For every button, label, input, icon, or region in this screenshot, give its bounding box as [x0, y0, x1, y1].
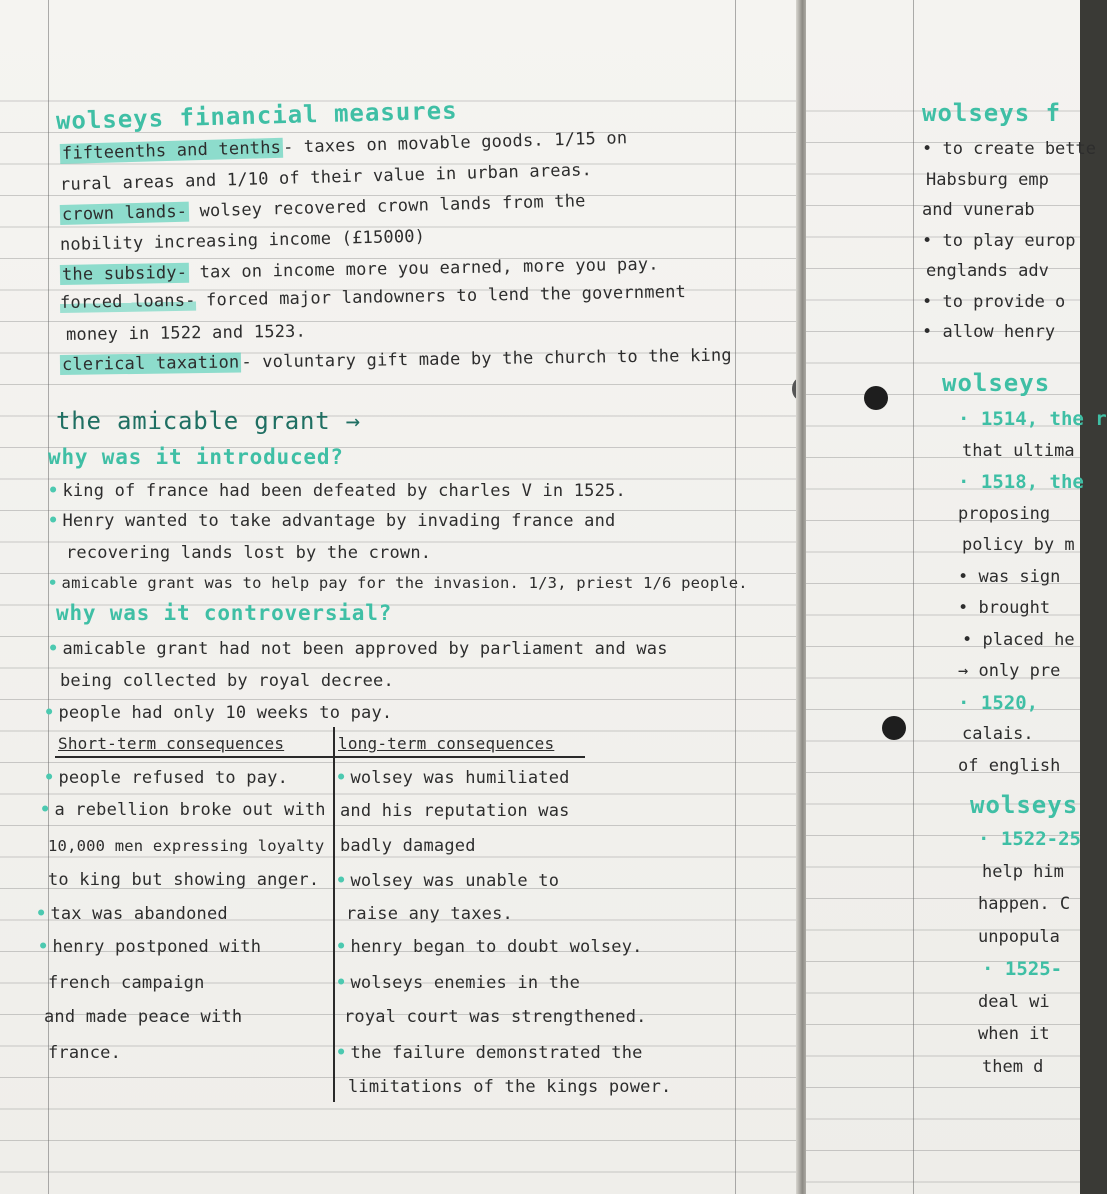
highlighted-term: crown lands- [61, 201, 188, 225]
bullet-dot-icon: • [336, 768, 347, 788]
right-page-line: proposing [958, 503, 1051, 524]
table-cell-line [336, 870, 559, 892]
note-line [66, 542, 431, 564]
note-text: and made peace with [44, 1007, 243, 1027]
note-text: wolsey was humiliated [350, 768, 570, 788]
note-text: money in 1522 and 1523. [65, 321, 307, 345]
table-column-divider [333, 727, 335, 1102]
note-text: nobility increasing income (£15000) [59, 226, 426, 255]
note-text: royal court was strengthened. [344, 1007, 647, 1027]
table-header-divider [55, 756, 585, 758]
note-line [60, 281, 686, 314]
table-cell-line [40, 799, 326, 821]
note-text: to king but showing anger. [48, 870, 320, 890]
note-text: tax was abandoned [50, 904, 228, 924]
right-page-line: that ultima [962, 440, 1075, 461]
table-cell-line [48, 869, 319, 891]
table-cell-line [340, 800, 570, 822]
note-line [44, 702, 392, 724]
note-text: raise any taxes. [346, 904, 513, 924]
note-line [60, 190, 586, 226]
right-page-line: happen. C [978, 894, 1071, 914]
note-line [48, 572, 748, 594]
note-text: france. [48, 1043, 122, 1063]
note-text: rural areas and 1/10 of their value in urban areas. [59, 160, 593, 195]
table-cell-line [348, 1076, 671, 1098]
punch-hole-bottom-right [882, 716, 906, 740]
bullet-dot-icon: • [44, 768, 55, 788]
note-line [60, 127, 628, 165]
bullet-dot-icon: • [48, 511, 59, 531]
note-text: henry postponed with [52, 937, 262, 957]
table-cell-line [48, 1042, 121, 1064]
note-text: being collected by royal decree. [60, 671, 394, 691]
right-page-line: · 1514, the r [958, 408, 1107, 430]
note-line [66, 321, 306, 346]
note-line [60, 254, 659, 286]
note-text: wolseys enemies in the [350, 973, 581, 993]
note-line [60, 345, 732, 376]
right-page-line: • to provide o [922, 291, 1066, 312]
right-page-line: → only pre [958, 661, 1061, 681]
bullet-dot-icon: • [48, 639, 59, 659]
note-text: amicable grant was to help pay for the invasion. 1/3, priest 1/6 people. [61, 574, 748, 592]
right-page-line: of english [958, 755, 1061, 776]
right-page-line: when it [978, 1024, 1050, 1044]
note-text: 10,000 men expressing loyalty [48, 837, 325, 855]
note-text: - voluntary gift made by the church to the king [241, 345, 732, 373]
bullet-dot-icon: • [48, 481, 59, 501]
table-cell-line [48, 972, 205, 994]
table-header-long-term: long-term consequences [338, 734, 555, 753]
subheading-why-introduced: why was it introduced? [48, 445, 344, 469]
note-text: people refused to pay. [58, 768, 289, 788]
right-page-line: unpopula [978, 926, 1060, 947]
bullet-dot-icon: • [36, 904, 47, 924]
note-line [60, 159, 593, 196]
note-text: the failure demonstrated the [350, 1043, 643, 1063]
bullet-dot-icon: • [336, 871, 347, 891]
right-margin-line [735, 0, 736, 1194]
note-text: badly damaged [340, 836, 476, 856]
right-page-line: them d [982, 1056, 1044, 1077]
note-line [60, 670, 394, 692]
note-text: limitations of the kings power. [348, 1077, 672, 1097]
bullet-dot-icon: • [336, 937, 347, 957]
right-heading-1: wolseys f [922, 99, 1062, 127]
right-page-line: · 1522-25 [978, 828, 1081, 850]
right-page-margin-line [913, 0, 914, 1194]
table-cell-line [38, 936, 261, 958]
note-line [60, 226, 426, 256]
right-page-line: • placed he [962, 629, 1075, 650]
note-line [48, 638, 668, 660]
note-line [48, 510, 616, 532]
table-cell-line [48, 835, 324, 857]
note-text: french campaign [48, 973, 205, 993]
table-cell-line [340, 835, 476, 857]
note-text: forced major landowners to lend the government [195, 282, 687, 311]
right-page-line: deal wi [978, 991, 1050, 1012]
right-page-line: Habsburg emp [926, 169, 1049, 190]
note-text: king of france had been defeated by charles V in 1525. [62, 481, 626, 501]
table-header-short-term: Short-term consequences [58, 734, 285, 753]
highlighted-term: fifteenths and tenths [61, 137, 282, 164]
note-text: recovering lands lost by the crown. [66, 543, 432, 563]
right-page-line: and vunerab [922, 200, 1035, 220]
table-cell-line [346, 903, 513, 925]
note-text: wolsey recovered crown lands from the [188, 191, 586, 222]
note-text: a rebellion broke out with [54, 800, 326, 820]
bullet-dot-icon: • [336, 973, 347, 993]
bullet-dot-icon: • [48, 574, 58, 592]
bullet-dot-icon: • [44, 703, 55, 723]
right-page-line: englands adv [926, 261, 1049, 281]
punch-hole-top-right [864, 386, 888, 410]
table-cell-line [336, 767, 570, 789]
right-page-line: • to play europ [922, 230, 1076, 251]
highlighted-term: forced loans- [59, 290, 196, 313]
table-cell-line [36, 903, 228, 925]
bullet-dot-icon: • [336, 1043, 347, 1063]
note-text: wolsey was unable to [350, 871, 560, 891]
right-page-line: calais. [962, 724, 1034, 744]
note-text: and his reputation was [340, 801, 570, 821]
table-cell-line [44, 767, 288, 789]
note-text: Henry wanted to take advantage by invading france and [62, 511, 616, 531]
right-page-line: • to create bette [922, 139, 1096, 159]
section-heading-financial-measures: wolseys financial measures [55, 96, 458, 135]
section-heading-amicable-grant: the amicable grant → [56, 407, 361, 435]
table-cell-line [336, 936, 643, 958]
right-page-line: · 1520, [958, 691, 1039, 714]
right-page-line: • allow henry [922, 322, 1056, 342]
right-page-line: · 1518, the [958, 471, 1084, 493]
bullet-dot-icon: • [38, 937, 49, 957]
note-text: people had only 10 weeks to pay. [58, 703, 393, 723]
note-line [48, 480, 626, 502]
note-text: amicable grant had not been approved by parliament and was [62, 639, 668, 659]
table-cell-line [344, 1006, 647, 1028]
right-heading-3: wolseys [970, 791, 1079, 819]
subheading-why-controversial: why was it controversial? [56, 601, 393, 625]
note-text: henry began to doubt wolsey. [350, 937, 643, 957]
bullet-dot-icon: • [40, 800, 51, 820]
note-text: - taxes on movable goods. 1/15 on [282, 128, 628, 158]
table-cell-line [336, 972, 580, 994]
right-page-line: • was sign [958, 566, 1061, 587]
table-cell-line [44, 1006, 242, 1028]
right-page-line: policy by m [962, 535, 1075, 555]
table-cell-line [336, 1042, 643, 1064]
right-notebook-page [806, 0, 1107, 1194]
note-text: tax on income more you earned, more you pay. [189, 254, 659, 283]
right-page-line: · 1525- [982, 958, 1063, 980]
right-page-line: • brought [958, 598, 1051, 618]
right-heading-2: wolseys [942, 369, 1051, 397]
highlighted-term: clerical taxation [61, 352, 240, 375]
right-page-line: help him [982, 861, 1064, 882]
highlighted-term: the subsidy- [61, 262, 188, 285]
